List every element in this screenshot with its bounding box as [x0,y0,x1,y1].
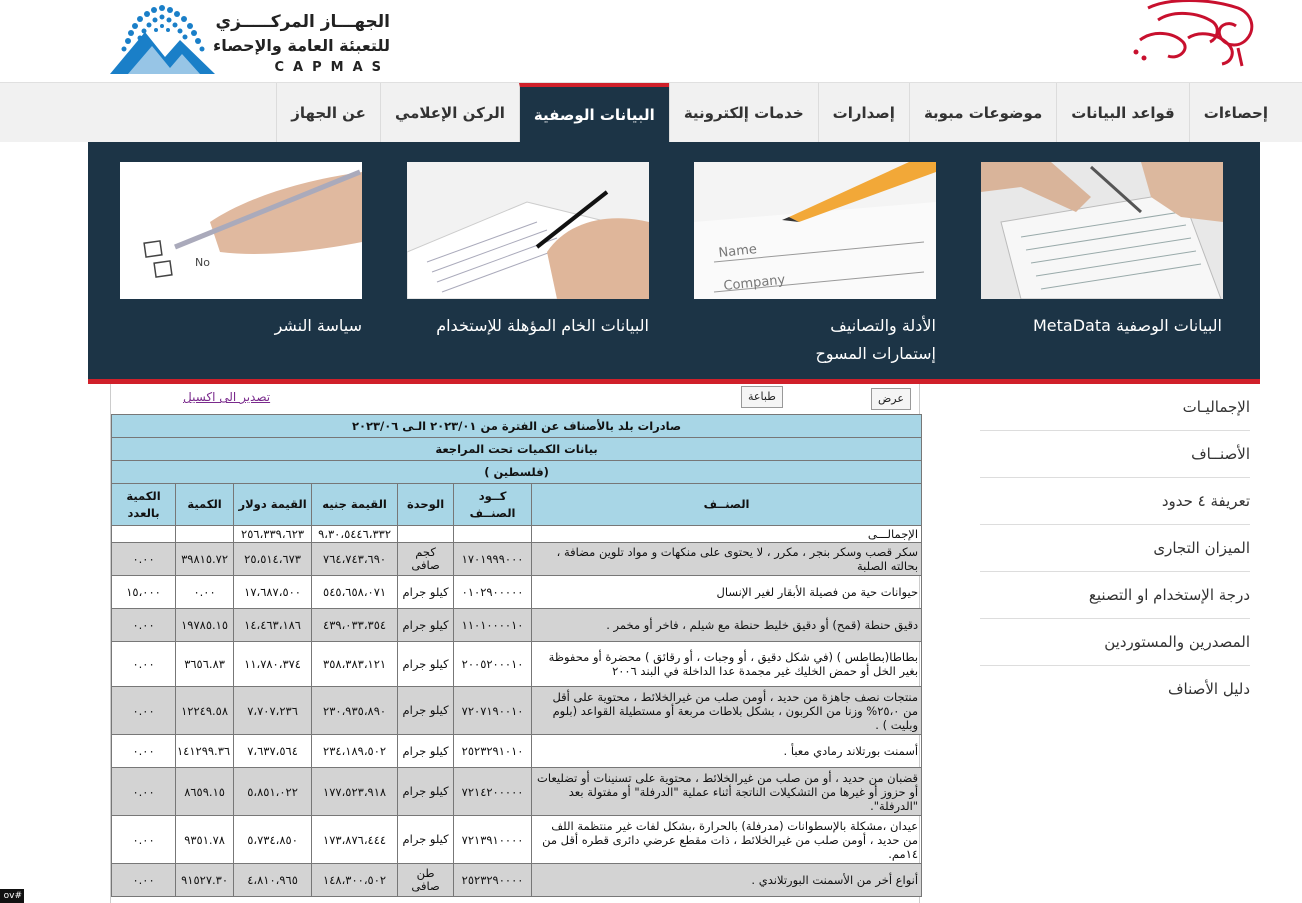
nav-item-media[interactable]: الركن الإعلامي [380,83,519,143]
row-qty: ٣٩٨١٥.٧٢ [176,543,234,576]
row-item-code: ٢٥٢٣٢٩١٠١٠ [454,735,532,768]
row-qty-count: ٠.٠٠ [112,609,176,642]
row-qty-count: ٠.٠٠ [112,816,176,864]
capmas-name-english: CAPMAS [274,60,390,75]
row-value-usd: ٤،٨١٠،٩٦٥ [234,864,312,897]
row-unit: كيلو جرام [398,687,454,735]
sidebar-item-totals[interactable]: الإجماليـات [980,384,1250,431]
row-value-usd: ٢٥،٥١٤،٦٧٣ [234,543,312,576]
sidebar-item-usage-degree[interactable]: درجة الإستخدام او التصنيع [980,572,1250,619]
nav-item-publications[interactable]: إصدارات [818,83,909,143]
row-value-egp: ١٧٧،٥٢٣،٩١٨ [312,768,398,816]
row-qty: ٨٦٥٩.١٥ [176,768,234,816]
row-unit: كيلو جرام [398,576,454,609]
metadata-card-title[interactable]: البيانات الوصفية MetaData [1032,316,1222,335]
corner-badge: ov# [0,889,24,903]
report-subtitle: بيانات الكميات تحت المراجعة [112,438,922,461]
row-qty-count: ٠.٠٠ [112,735,176,768]
row-item-name: منتجات نصف جاهزة من حديد ، أومن صلب من غيرالخلائط ، محتوية على أقل من ٢٥،٠% وزنا من الكربون ، بشكل بلاطات مربعة أو مستطيلة القواعد (بلوم وبليت ) . [532,687,922,735]
main-navigation [0,82,1302,142]
capmas-logo-icon [110,2,215,74]
row-value-egp: ١٧٣،٨٧٦،٤٤٤ [312,816,398,864]
table-row [112,543,922,576]
row-qty: ٠.٠٠ [176,576,234,609]
row-value-usd: ١٤،٤٦٣،١٨٦ [234,609,312,642]
metadata-card-image[interactable] [981,162,1223,299]
nav-item-metadata[interactable]: البيانات الوصفية [519,83,669,143]
report-title: صادرات بلد بالأصناف عن الفترة من ٢٠٢٣/٠١ الـى ٢٠٢٣/٠٦ [112,415,922,438]
col-header-qty-count: الكمية بالعدد [112,484,176,526]
raw-data-card-image[interactable] [407,162,649,299]
row-qty-count: ١٥،٠٠٠ [112,576,176,609]
reports-sidebar [970,384,1260,714]
table-body [112,543,922,897]
row-item-code: ٢٥٢٣٢٩٠٠٠٠ [454,864,532,897]
exports-table [111,414,922,897]
row-value-usd: ٧،٦٣٧،٥٦٤ [234,735,312,768]
row-value-egp: ٣٥٨،٣٨٣،١٢١ [312,642,398,687]
surveys-forms-link[interactable]: إستمارات المسوح [815,344,936,363]
table-row [112,642,922,687]
checkbox-pen-photo-icon [120,162,362,299]
capmas-name-arabic-line1: الجهـــاز المركـــــزي [215,12,390,32]
row-qty-count: ٠.٠٠ [112,543,176,576]
row-unit: كيلو جرام [398,768,454,816]
table-row [112,768,922,816]
pencil-name-photo-icon [694,162,936,299]
row-item-name: قضبان من حديد ، أو من صلب من غيرالخلائط ، محتوية على تسنينات أو تضليعات أو حزوز أو غيرها من التشكيلات الناتجة أثناء عملية "الدرفلة" أو مفتولة بعد "الدرفلة". [532,768,922,816]
col-header-code: كــود الصنــف [454,484,532,526]
nav-item-topics[interactable]: موضوعات مبوبة [909,83,1056,143]
row-qty-count: ٠.٠٠ [112,768,176,816]
guides-card-title[interactable]: الأدلة والتصانيف [830,316,936,335]
capmas-logo-block[interactable] [110,2,400,78]
row-unit: كجم صافى [398,543,454,576]
table-row-total [112,526,922,543]
row-value-egp: ٢٣٠،٩٣٥،٨٩٠ [312,687,398,735]
col-header-unit: الوحدة [398,484,454,526]
row-value-egp: ١٤٨،٣٠٠،٥٠٢ [312,864,398,897]
row-value-usd: ١١،٧٨٠،٣٧٤ [234,642,312,687]
row-item-name: سكر قصب وسكر بنجر ، مكرر ، لا يحتوى على منكهات و مواد تلوين مضافة ، بحالته الصلبة [532,543,922,576]
misr-calligraphy-logo-icon[interactable] [1128,0,1263,70]
report-panel [110,384,920,903]
nav-item-eservices[interactable]: خدمات إلكترونية [669,83,818,143]
row-qty: ١٢٢٤٩.٥٨ [176,687,234,735]
export-excel-link[interactable]: تصدير الى اكسيل [183,390,271,404]
row-qty: ١٤١٢٩٩.٣٦ [176,735,234,768]
row-item-name: حيوانات حية من فصيلة الأبقار لغير الإنسال [532,576,922,609]
total-value-egp: ٩،٣٠،٥٤٤٦،٣٣٢ [312,526,398,543]
row-qty: ١٩٧٨٥.١٥ [176,609,234,642]
total-label: الإجمالـــى [532,526,922,543]
table-row [112,576,922,609]
row-qty-count: ٠.٠٠ [112,687,176,735]
nav-item-statistics[interactable]: إحصاءات [1189,83,1282,143]
capmas-name-arabic-line2: للتعبئة العامة والإحصاء [213,36,390,55]
col-header-value-egp: القيمة جنيه [312,484,398,526]
row-value-usd: ١٧،٦٨٧،٥٠٠ [234,576,312,609]
table-row [112,687,922,735]
row-qty-count: ٠.٠٠ [112,864,176,897]
row-unit: كيلو جرام [398,609,454,642]
row-item-code: ٠١٠٢٩٠٠٠٠٠ [454,576,532,609]
document-pen-photo-icon [407,162,649,299]
row-value-egp: ٢٣٤،١٨٩،٥٠٢ [312,735,398,768]
row-item-name: عيدان ،مشكلة بالإسطوانات (مدرفلة) بالحرارة ،بشكل لفات غير منتظمة اللف من حديد ، أومن صلب من غيرالخلائط ، ذات مقطع عرضي دائرى قطره أقل من ١٤مم. [532,816,922,864]
row-item-code: ٧٢٠٧١٩٠٠١٠ [454,687,532,735]
col-header-item: الصنــف [532,484,922,526]
row-value-egp: ٤٣٩،٠٣٣،٣٥٤ [312,609,398,642]
row-qty-count: ٠.٠٠ [112,642,176,687]
sidebar-item-exporters-importers[interactable]: المصدرين والمستوردين [980,619,1250,666]
sidebar-item-items-guide[interactable]: دليل الأصناف [1167,680,1250,698]
row-unit: كيلو جرام [398,816,454,864]
row-item-name: بطاطا(بطاطس ) (في شكل دقيق ، أو وجبات ، أو رقائق ) محضرة أو محفوظة بغير الخل أو حمض الخليك غير مجمدة عدا الداخلة في البند ٢٠٠٦ [532,642,922,687]
svg-text:Name: Name [717,242,758,261]
sidebar-item-tariff-4digit[interactable]: تعريفة ٤ حدود [980,478,1250,525]
nav-item-about[interactable]: عن الجهاز [276,83,380,143]
sidebar-item-items[interactable]: الأصنــاف [980,431,1250,478]
total-value-usd: ٢٥٦،٣٣٩،٦٢٣ [234,526,312,543]
row-value-egp: ٥٤٥،٦٥٨،٠٧١ [312,576,398,609]
guides-card-image[interactable] [694,162,936,299]
metadata-mega-menu [88,142,1260,379]
row-item-name: أسمنت بورتلاند رمادي معبأ . [532,735,922,768]
row-value-usd: ٥،٨٥١،٠٢٢ [234,768,312,816]
nav-item-databases[interactable]: قواعد البيانات [1056,83,1189,143]
report-country: (فلسطين ) [112,461,922,484]
site-header [0,0,1302,82]
row-qty: ٩١٥٢٧.٣٠ [176,864,234,897]
row-qty: ٩٣٥١.٧٨ [176,816,234,864]
col-header-value-usd: القيمة دولار [234,484,312,526]
row-unit: كيلو جرام [398,735,454,768]
row-item-code: ١٧٠١٩٩٩٠٠٠ [454,543,532,576]
col-header-qty: الكمية [176,484,234,526]
sidebar-item-trade-balance[interactable]: الميزان التجارى [980,525,1250,572]
table-row [112,864,922,897]
row-unit: طن صافى [398,864,454,897]
svg-text:Company: Company [722,272,786,294]
publishing-policy-card-image[interactable] [120,162,362,299]
row-item-name: أنواع أخر من الأسمنت البورتلاندي . [532,864,922,897]
view-button[interactable]: عرض [871,388,911,410]
row-qty: ٣٦٥٦.٨٣ [176,642,234,687]
row-value-usd: ٧،٧٠٧،٢٣٦ [234,687,312,735]
row-item-code: ٧٢١٣٩١٠٠٠٠ [454,816,532,864]
row-item-code: ٢٠٠٥٢٠٠٠١٠ [454,642,532,687]
form-writing-photo-icon [981,162,1223,299]
table-row [112,609,922,642]
raw-data-card-title[interactable]: البيانات الخام المؤهلة للإستخدام [436,316,649,335]
row-value-egp: ٧٦٤،٧٤٣،٦٩٠ [312,543,398,576]
table-row [112,735,922,768]
row-item-name: دقيق حنطة (قمح) أو دقيق خليط حنطة مع شيلم ، فاخر أو مخمر . [532,609,922,642]
row-value-usd: ٥،٧٣٤،٨٥٠ [234,816,312,864]
row-item-code: ١١٠١٠٠٠٠١٠ [454,609,532,642]
table-row [112,816,922,864]
print-button[interactable]: طباعة [741,386,783,408]
row-unit: كيلو جرام [398,642,454,687]
publishing-policy-card-title[interactable]: سياسة النشر [274,316,362,335]
svg-text:No: No [195,256,210,269]
row-item-code: ٧٢١٤٢٠٠٠٠٠ [454,768,532,816]
